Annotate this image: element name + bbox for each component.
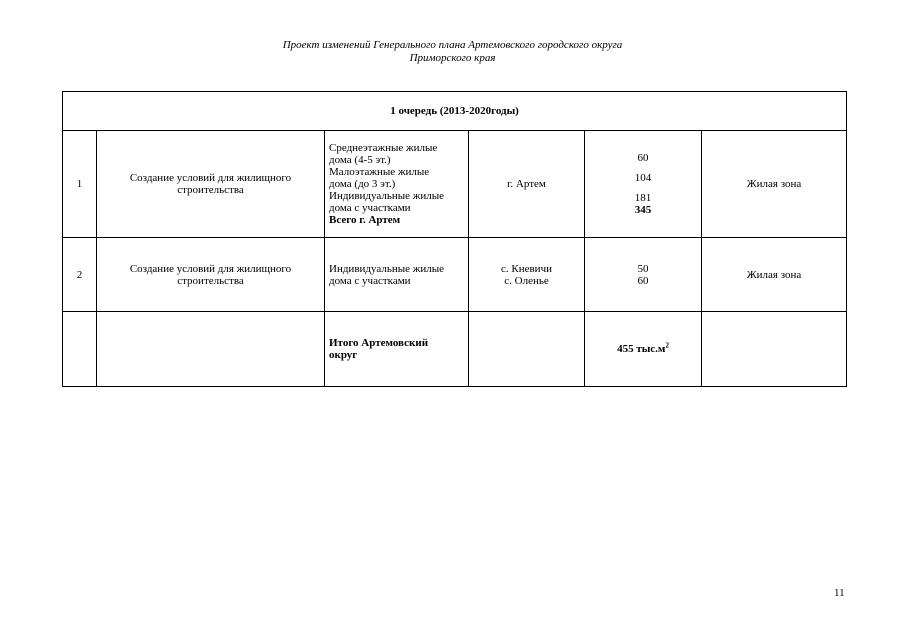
total-label — [325, 312, 469, 387]
row-goal: Создание условий для жилищного строительства — [97, 131, 325, 238]
empty-cell — [63, 312, 97, 387]
row-housing-types — [325, 238, 469, 312]
value-line: 104 — [634, 172, 652, 184]
value-line: 60 — [637, 274, 649, 287]
value-line: 181 — [634, 192, 652, 204]
row-values — [585, 131, 702, 238]
section-title: 1 очередь (2013-2020годы) — [63, 92, 847, 131]
subtotal-value: 345 — [634, 204, 652, 216]
housing-type-line: дома с участками — [329, 202, 411, 214]
total-value-cell — [585, 312, 702, 387]
empty-cell — [469, 312, 585, 387]
value-line: 50 — [637, 262, 649, 275]
total-unit-superscript: 2 — [665, 341, 669, 350]
housing-type-line: Индивидуальные жилые — [329, 190, 444, 202]
housing-plan-table — [62, 91, 847, 387]
table-row — [63, 131, 847, 238]
housing-type-line: дома (4-5 эт.) — [329, 154, 391, 166]
row-number: 1 — [63, 131, 97, 238]
subtotal-label: Всего г. Артем — [329, 214, 401, 226]
header-line-1: Проект изменений Генерального плана Артемовского городского округа — [282, 39, 623, 51]
table-section-header-row — [63, 92, 847, 131]
header-line-2: Приморского края — [409, 52, 496, 64]
location-line: с. Кневичи — [501, 262, 552, 275]
document-header — [0, 39, 905, 65]
total-label-line: Итого Артемовский — [329, 337, 429, 349]
table-row — [63, 238, 847, 312]
value-line: 60 — [637, 152, 649, 164]
housing-type-line: дома с участками — [329, 274, 411, 287]
housing-type-line: Среднеэтажные жилые — [329, 142, 438, 154]
row-goal: Создание условий для жилищного строительства — [97, 238, 325, 312]
empty-cell — [702, 312, 847, 387]
row-number: 2 — [63, 238, 97, 312]
page-number: 11 — [834, 587, 845, 599]
row-location — [469, 238, 585, 312]
row-location: г. Артем — [469, 131, 585, 238]
housing-type-line: Малоэтажные жилые — [329, 166, 430, 178]
housing-type-line: дома (до 3 эт.) — [329, 178, 396, 190]
row-zone: Жилая зона — [702, 238, 847, 312]
total-label-line: округ — [329, 349, 358, 361]
housing-type-line: Индивидуальные жилые — [329, 262, 444, 275]
row-values — [585, 238, 702, 312]
total-value: 455 тыс.м — [617, 343, 666, 355]
empty-cell — [97, 312, 325, 387]
location-line: с. Оленье — [504, 274, 549, 287]
row-housing-types — [325, 131, 469, 238]
table-total-row — [63, 312, 847, 387]
row-zone: Жилая зона — [702, 131, 847, 238]
